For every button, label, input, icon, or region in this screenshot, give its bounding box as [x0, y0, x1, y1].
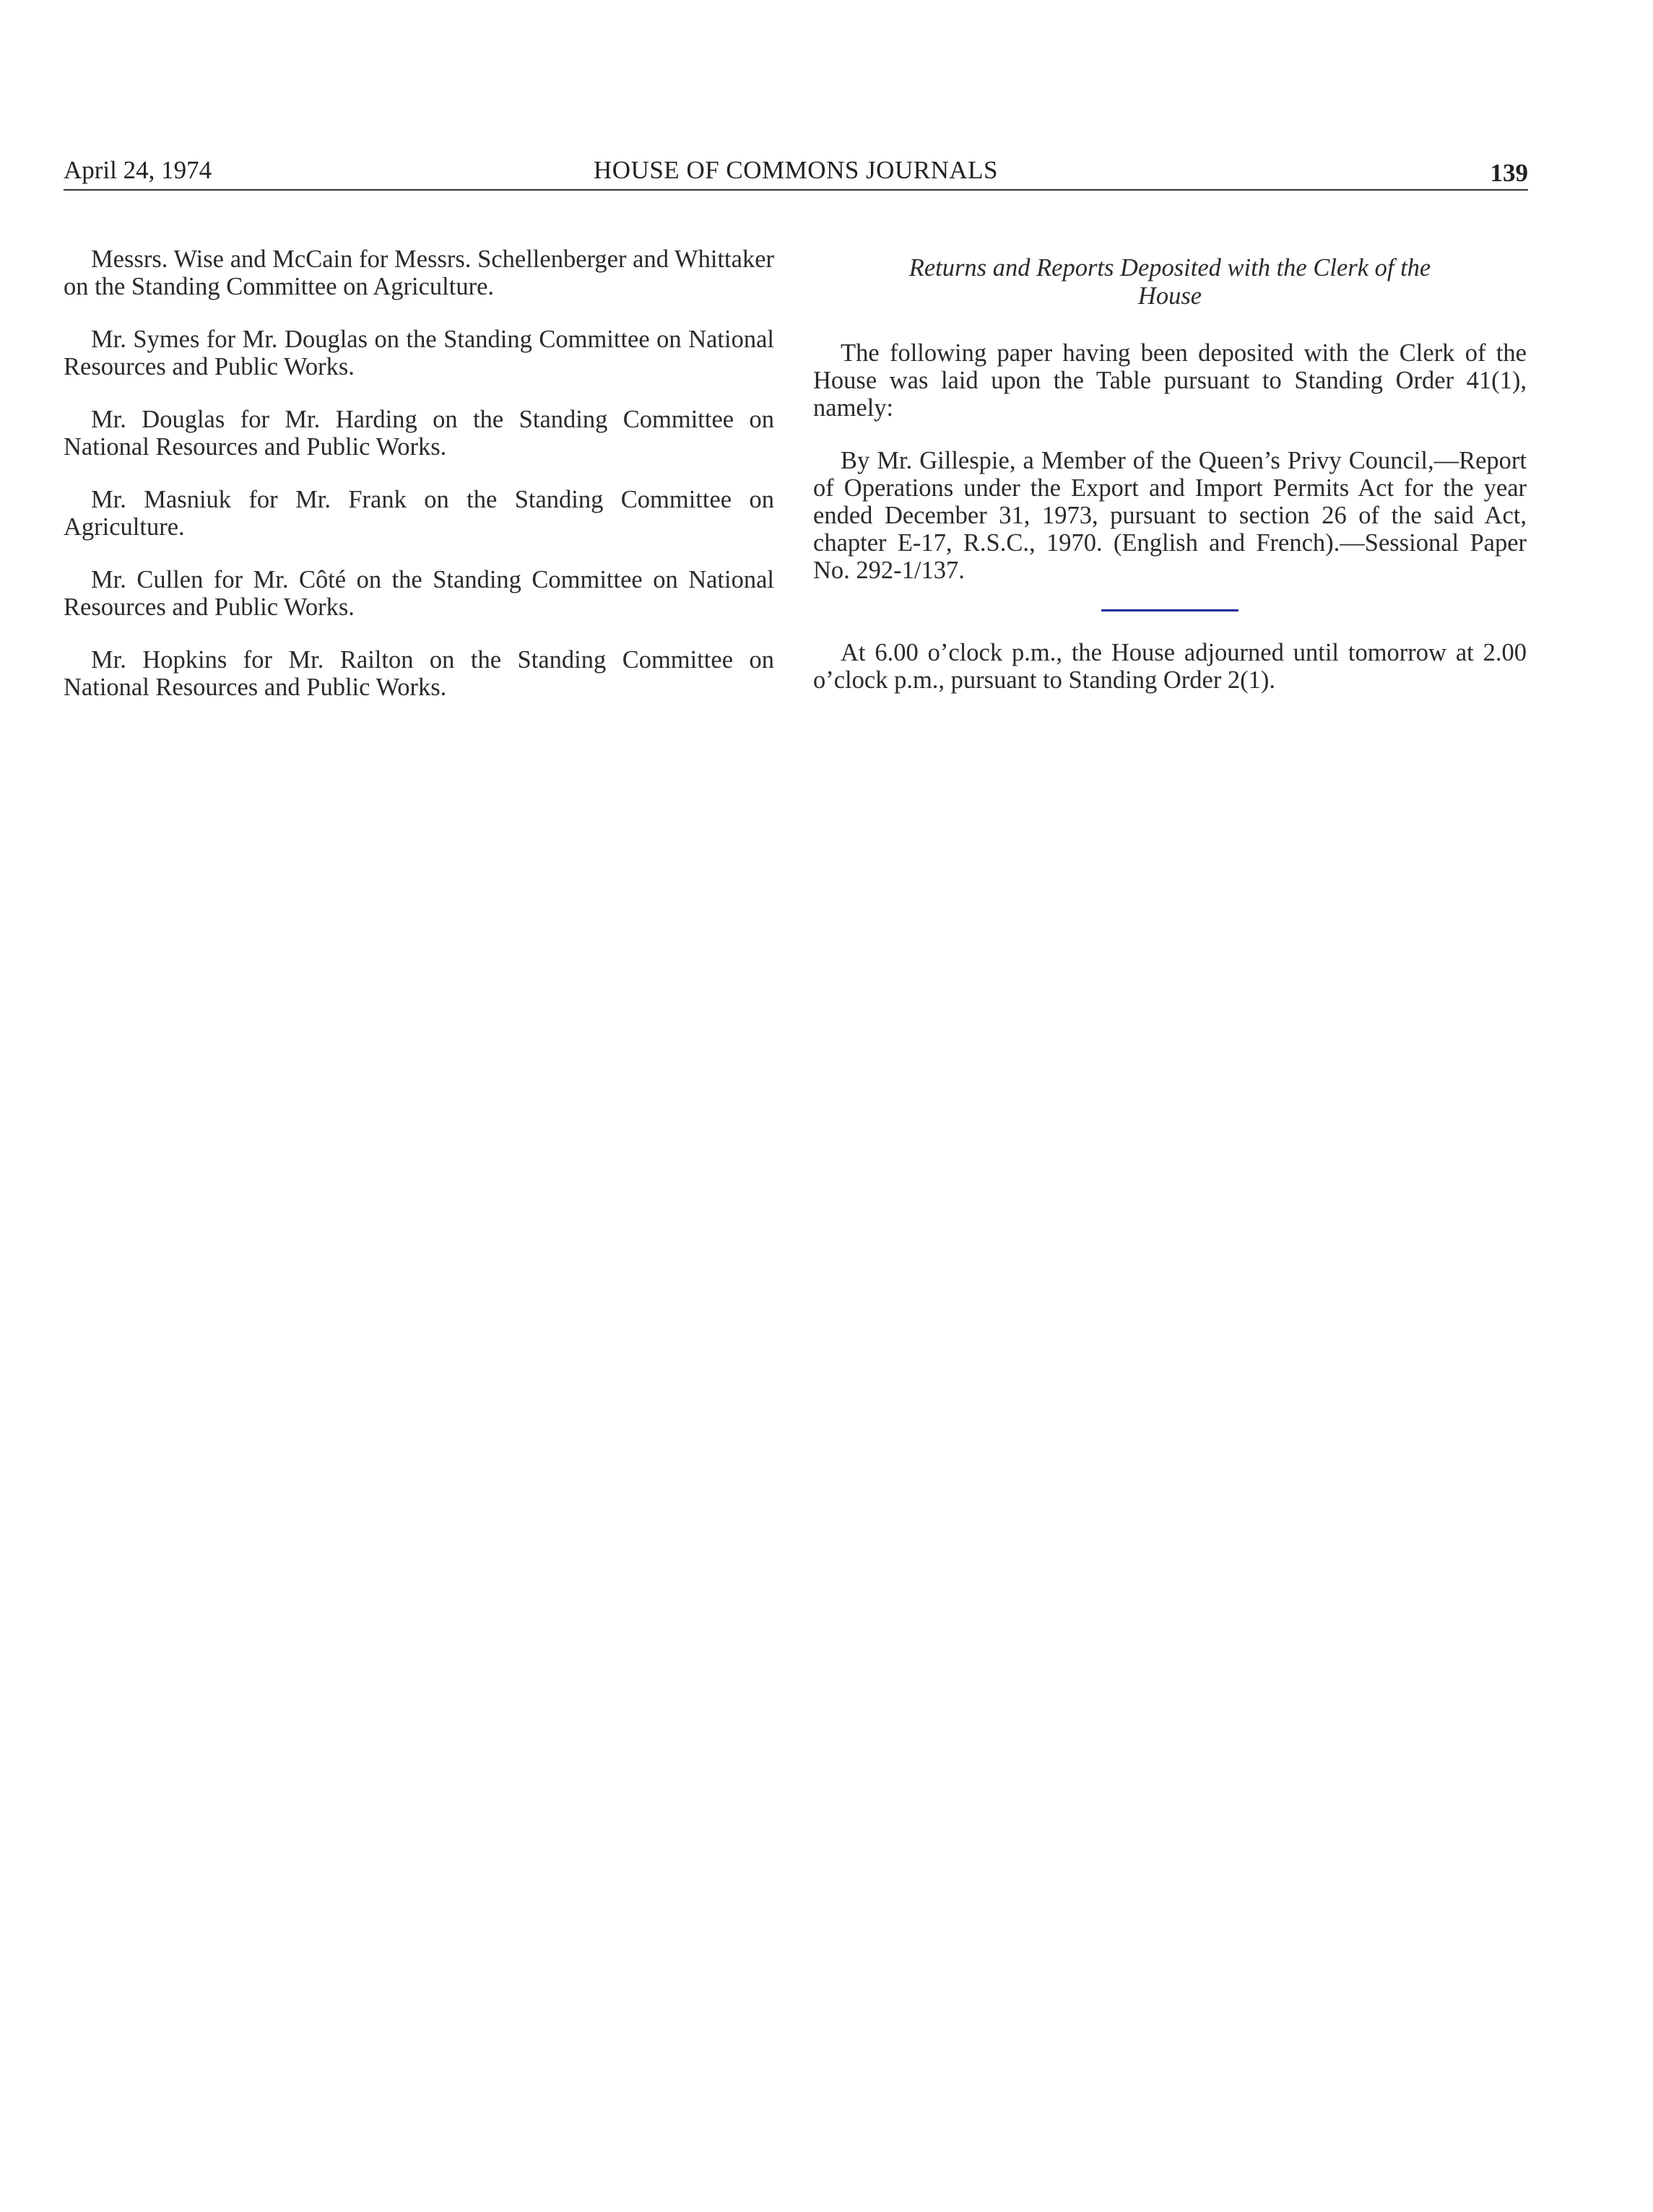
substitution-paragraph: Mr. Cullen for Mr. Côté on the Standing Committee on National Resources and Public Works. [64, 566, 774, 621]
substitution-paragraph: Messrs. Wise and McCain for Messrs. Schellenberger and Whittaker on the Standing Committee on Agriculture. [64, 245, 774, 300]
right-column [813, 245, 1527, 719]
substitution-paragraph: Mr. Douglas for Mr. Harding on the Standing Committee on National Resources and Public Works. [64, 406, 774, 461]
section-separator [1101, 609, 1238, 611]
deposit-intro-paragraph: The following paper having been deposited with the Clerk of the House was laid upon the Table pursuant to Standing Order 41(1), namely: [813, 339, 1527, 422]
header-title: HOUSE OF COMMONS JOURNALS [594, 156, 998, 184]
substitution-paragraph: Mr. Symes for Mr. Douglas on the Standing Committee on National Resources and Public Works. [64, 326, 774, 380]
substitution-paragraph: Mr. Hopkins for Mr. Railton on the Standing Committee on National Resources and Public Works. [64, 646, 774, 701]
section-heading: Returns and Reports Deposited with the Clerk of the House [908, 254, 1431, 310]
substitution-paragraph: Mr. Masniuk for Mr. Frank on the Standing Committee on Agriculture. [64, 486, 774, 541]
page-header [64, 156, 1528, 193]
header-rule [64, 189, 1528, 191]
page-number: 139 [1490, 159, 1528, 187]
left-column [64, 245, 774, 726]
header-date: April 24, 1974 [64, 156, 212, 184]
adjournment-paragraph: At 6.00 o’clock p.m., the House adjourned until tomorrow at 2.00 o’clock p.m., pursuant to Standing Order 2(1). [813, 639, 1527, 694]
report-paragraph: By Mr. Gillespie, a Member of the Queen’s Privy Council,—Report of Operations under the Export and Import Permits Act for the year ended December 31, 1973, pursuant to section 26 of the said Act, chapter E-17, R.S.C., 1970. (English and French).—Sessional Paper No. 292-1/137. [813, 447, 1527, 584]
